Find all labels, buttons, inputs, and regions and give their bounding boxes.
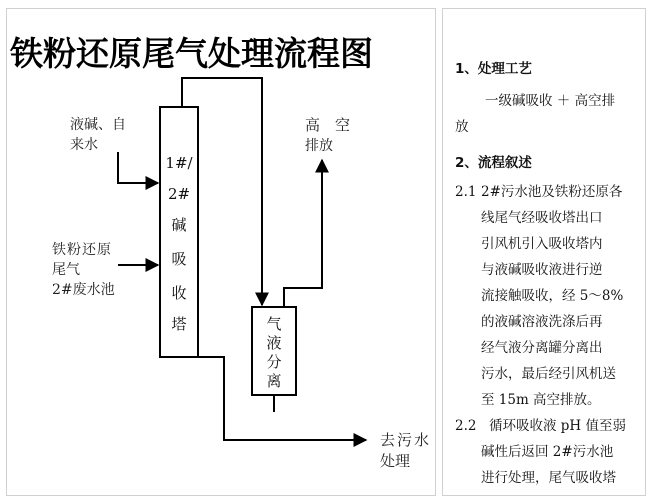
alkali-inlet-label-1: 液碱、自 bbox=[70, 117, 126, 133]
tower-label-2: 2# bbox=[167, 185, 191, 203]
wastewater-label-1: 去污水 bbox=[380, 431, 432, 449]
para-2-2-number: 2.2 bbox=[455, 418, 477, 434]
wastewater-label-2: 处理 bbox=[380, 452, 411, 470]
para-2-1-line-7: 经气液分离罐分离出 bbox=[481, 340, 603, 356]
tower-label-5: 收 bbox=[171, 284, 187, 302]
tower-label-4: 吸 bbox=[171, 250, 187, 268]
separator-label-3: 分 bbox=[266, 353, 282, 371]
gas-inlet-label-2: 尾气 bbox=[52, 262, 80, 278]
para-2-1-line-6: 的液碱溶液洗涤后再 bbox=[481, 314, 603, 330]
section-2-heading: 2、流程叙述 bbox=[455, 155, 532, 171]
notes-panel bbox=[442, 8, 646, 496]
separator-label-4: 离 bbox=[266, 372, 282, 390]
gas-inlet-label-1: 铁粉还原 bbox=[52, 242, 112, 258]
section-1-heading: 1、处理工艺 bbox=[455, 61, 532, 77]
section-1-body-1: 一级碱吸收 ＋ 高空排 bbox=[485, 93, 616, 109]
alkali-inlet-arrow bbox=[118, 152, 158, 183]
para-2-1-line-4: 与液碱吸收液进行逆 bbox=[481, 262, 603, 278]
high-altitude-label-2 bbox=[305, 136, 333, 145]
exhaust-arrow bbox=[284, 160, 322, 307]
separator-label-1: 气 bbox=[266, 315, 282, 333]
para-2-1-line-3: 引风机引入吸收塔内 bbox=[481, 236, 603, 252]
para-2-2-line-3: 进行处理，尾气吸收塔 bbox=[481, 470, 616, 486]
tower-label-6: 塔 bbox=[171, 315, 187, 333]
page-title: 铁粉还原尾气处理流程图 bbox=[10, 34, 373, 73]
tower-label-3: 碱 bbox=[171, 216, 187, 234]
para-2-2-line-2: 碱性后返回 2#污水池 bbox=[481, 444, 614, 460]
gas-inlet-label-3: 2#废水池 bbox=[52, 282, 115, 298]
para-2-1-line-8: 污水，最后经引风机送 bbox=[481, 366, 616, 382]
separator-label-2: 液 bbox=[266, 334, 282, 352]
para-2-1-number: 2.1 bbox=[455, 184, 477, 200]
alkali-inlet-label-2: 来水 bbox=[70, 137, 98, 153]
tower-label-1: 1#/ bbox=[165, 154, 193, 172]
para-2-1-line-9: 至 15m 高空排放。 bbox=[481, 392, 601, 408]
high-altitude-label-1: 高 空 bbox=[305, 116, 351, 134]
para-2-1-line-5: 流接触吸收，经 5～8% bbox=[481, 288, 624, 304]
para-2-1-line-2: 线尾气经吸收塔出口 bbox=[481, 210, 603, 226]
para-2-2-line-1: 循环吸收液 pH 值至弱 bbox=[489, 418, 626, 434]
section-1-body-2: 放 bbox=[455, 119, 469, 135]
para-2-1-line-1: 2#污水池及铁粉还原各 bbox=[481, 184, 623, 200]
